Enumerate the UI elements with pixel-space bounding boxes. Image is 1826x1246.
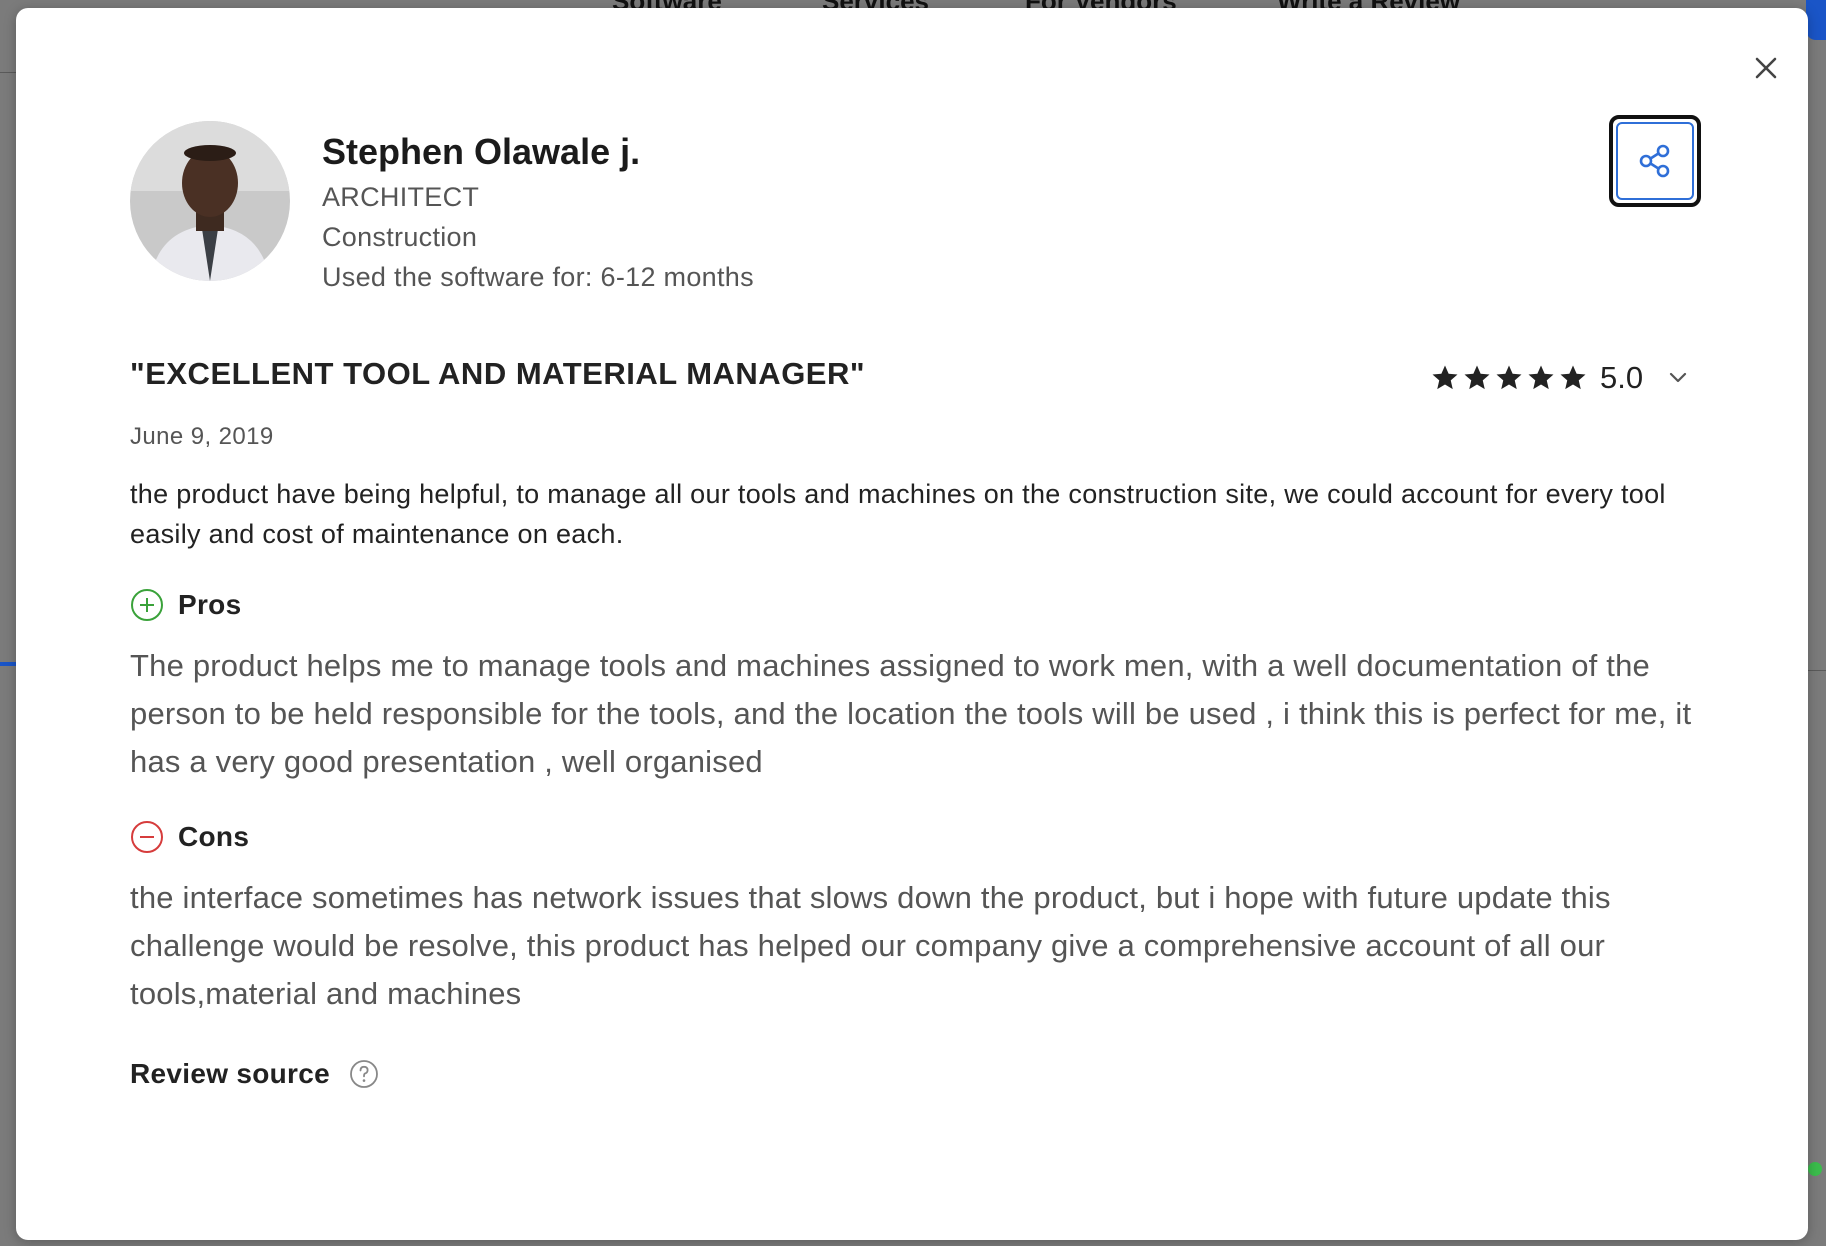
pros-label: Pros [178,589,242,620]
close-button[interactable] [1746,48,1786,88]
reviewer-name: Stephen Olawale j. [322,131,641,172]
chevron-down-icon [1663,363,1693,393]
close-icon [1746,48,1786,88]
review-title: "EXCELLENT TOOL AND MATERIAL MANAGER" [130,356,866,391]
star-icon [1526,363,1556,393]
pros-text: The product helps me to manage tools and machines assigned to work men, with a well documentation of the person to be held responsible for the tools, and the location the tools will be used , i think this is perfect for me, it has a very good presentation , well organised [130,648,1692,779]
review-summary: the product have being helpful, to manage all our tools and machines on the construction site, we could account for every tool easily and cost of maintenance on each. [130,479,1666,549]
star-icon [1462,363,1492,393]
background-status-dot [1808,1162,1822,1176]
star-icon [1558,363,1588,393]
help-icon[interactable] [348,1058,380,1090]
plus-circle-icon [130,588,164,622]
rating-score: 5.0 [1600,360,1644,395]
star-icon [1494,363,1524,393]
review-source [130,1058,380,1090]
reviewer-role: ARCHITECT [322,182,480,212]
minus-circle-icon [130,820,164,854]
background-tab-indicator [0,662,16,666]
share-icon [1635,141,1675,181]
review-date: June 9, 2019 [130,423,274,450]
cons-text: the interface sometimes has network issues that slows down the product, but i hope with future update this challenge would be resolve, this product has helped our company give a comprehensive account of all our tools,material and machines [130,880,1611,1011]
share-button[interactable] [1609,115,1701,207]
background-button [1806,0,1826,40]
cons-header [130,820,249,854]
share-button-inner [1616,122,1694,200]
reviewer-industry: Construction [322,222,478,252]
reviewer-usage: Used the software for: 6-12 months [322,262,754,292]
review-source-label: Review source [130,1058,330,1089]
background-divider [1808,670,1826,671]
review-modal [16,8,1808,1240]
cons-label: Cons [178,821,250,852]
reviewer-avatar [130,121,290,281]
pros-header [130,588,241,622]
rating-dropdown[interactable] [1430,358,1693,398]
background-divider [0,72,16,73]
star-icon [1430,363,1460,393]
